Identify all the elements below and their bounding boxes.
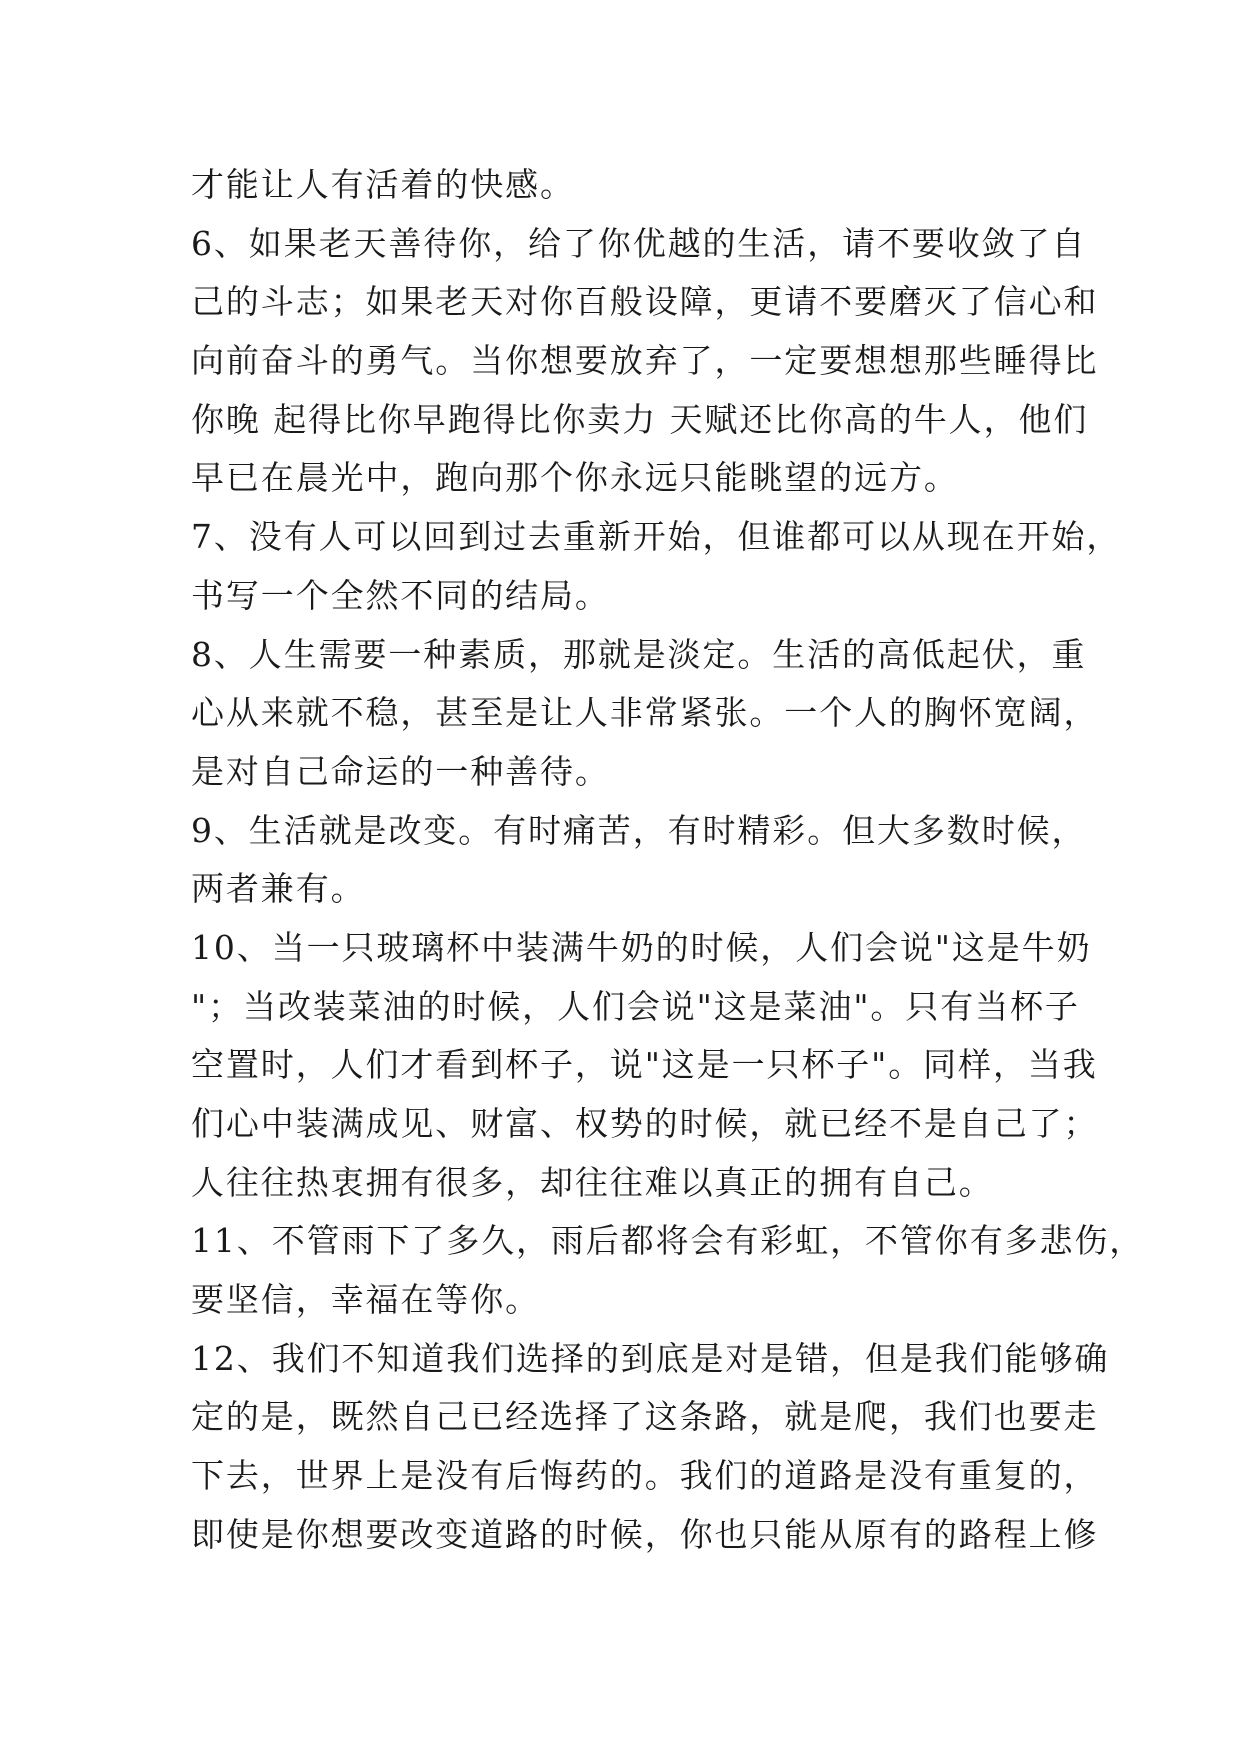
text-line: 12、我们不知道我们选择的到底是对是错，但是我们能够确: [191, 1338, 1110, 1378]
text-line: 是对自己命运的一种善待。: [191, 751, 610, 791]
text-line: 你晚 起得比你早跑得比你卖力 天赋还比你高的牛人，他们: [191, 399, 1089, 439]
text-line: 8、人生需要一种素质，那就是淡定。生活的高低起伏，重: [191, 634, 1087, 674]
text-line: 两者兼有。: [191, 869, 366, 909]
text-line: 才能让人有活着的快感。: [191, 165, 575, 204]
text-line: 要坚信，幸福在等你。: [191, 1280, 540, 1320]
text-line: 11、不管雨下了多久，雨后都将会有彩虹，不管你有多悲伤，: [191, 1221, 1145, 1261]
text-line: "；当改装菜油的时候，人们会说"这是菜油"。只有当杯子: [191, 986, 1080, 1026]
text-line: 下去，世界上是没有后悔药的。我们的道路是没有重复的，: [191, 1456, 1099, 1496]
text-line: 即使是你想要改变道路的时候，你也只能从原有的路程上修: [191, 1514, 1099, 1554]
text-line: 人往往热衷拥有很多，却往往难以真正的拥有自己。: [191, 1162, 994, 1202]
text-line: 向前奋斗的勇气。当你想要放弃了，一定要想想那些睡得比: [191, 341, 1099, 381]
text-line: 己的斗志；如果老天对你百般设障，更请不要磨灭了信心和: [191, 282, 1099, 322]
text-line: 9、生活就是改变。有时痛苦，有时精彩。但大多数时候，: [191, 810, 1087, 850]
text-line: 心从来就不稳，甚至是让人非常紧张。一个人的胸怀宽阔，: [191, 693, 1099, 733]
body-text: [191, 156, 1145, 1565]
text-line: 们心中装满成见、财富、权势的时候，就已经不是自己了；: [191, 1104, 1099, 1143]
text-line: 书写一个全然不同的结局。: [191, 575, 610, 615]
text-line: 空置时，人们才看到杯子，说"这是一只杯子"。同样，当我: [191, 1045, 1098, 1085]
text-line: 10、当一只玻璃杯中装满牛奶的时候，人们会说"这是牛奶: [191, 927, 1092, 967]
text-line: 定的是，既然自己已经选择了这条路，就是爬，我们也要走: [191, 1397, 1099, 1437]
text-line: 7、没有人可以回到过去重新开始，但谁都可以从现在开始，: [191, 517, 1122, 557]
text-line: 6、如果老天善待你，给了你优越的生活，请不要收敛了自: [191, 223, 1087, 263]
text-line: 早已在晨光中，跑向那个你永远只能眺望的远方。: [191, 458, 959, 498]
